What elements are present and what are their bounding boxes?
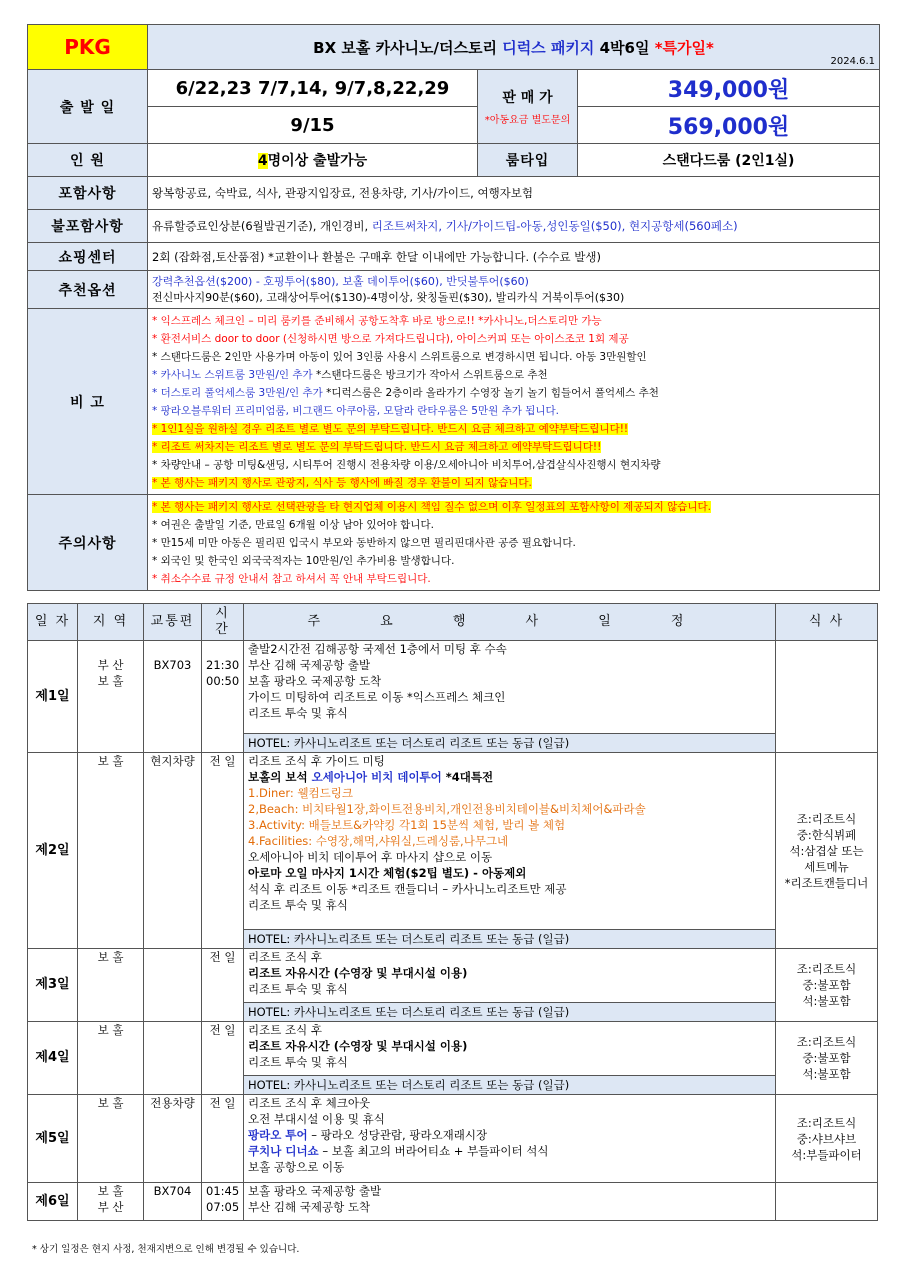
region — [78, 1183, 144, 1221]
schedule-line: 보홀 공항으로 이동 — [248, 1160, 345, 1174]
meal-item: 세트메뉴 — [804, 859, 849, 874]
schedule-line: 리조트 조식 후 체크아웃 — [248, 1096, 371, 1110]
package-summary-table — [27, 24, 880, 591]
schedule-line — [248, 965, 771, 981]
transport: 전용차량 — [144, 1095, 202, 1183]
remark-item: * 팡라오블루워터 프리미엄룸, 비그랜드 아쿠아룸, 모달라 란타우룸은 5만원 추가 됩니다. — [152, 404, 559, 417]
region: 보 홀 — [78, 753, 144, 949]
day-row — [28, 1183, 878, 1221]
transport — [144, 949, 202, 1022]
remark-item: *스탠다드룸은 방크기가 작아서 스위트룸으로 추천 — [312, 368, 548, 381]
region: 보 홀 — [78, 1095, 144, 1183]
schedule — [244, 1022, 776, 1076]
options-line-1: 강력추천옵션($200) - 호핑투어($80), 보홀 데이투어($60), 반딧불투어($60) — [152, 274, 529, 288]
caution-item: * 취소수수료 규정 안내서 참고 하셔서 꼭 안내 부탁드립니다. — [152, 572, 431, 585]
time: 전 일 — [202, 1095, 244, 1183]
price-2: 569,000원 — [578, 107, 880, 144]
schedule-text: 아로마 오일 마사지 1시간 체험($2팁 별도) - 아동제외 — [248, 866, 527, 880]
region-item: 부 산 — [97, 1200, 124, 1214]
title-special: *특가일* — [654, 38, 714, 57]
meal — [776, 1095, 878, 1183]
remark-item: * 1인1실을 원하실 경우 리조트 별로 별도 문의 부탁드립니다. 반드시 요금 체크하고 예약부탁드립니다!! — [152, 422, 629, 435]
time: 전 일 — [202, 1022, 244, 1095]
schedule-line: 석식 후 리조트 이동 *리조트 캔들디너 – 카사니노리조트만 제공 — [248, 882, 567, 896]
remark-item: * 익스프레스 체크인 – 미리 룸키를 준비해서 공항도착후 바로 방으로!! *카사니노,더스토리만 가능 — [152, 314, 602, 327]
meal-item: *리조트캔들디너 — [784, 875, 869, 890]
shopping-text: 2회 (잡화점,토산품점) *교환이나 환불은 구매후 한달 이내에만 가능합니다. (수수료 발생) — [148, 243, 880, 271]
day-label: 제2일 — [28, 753, 78, 949]
schedule-text: 리조트 자유시간 (수영장 및 부대시설 이용) — [248, 966, 468, 980]
schedule — [244, 1183, 776, 1221]
meal — [776, 1183, 878, 1221]
day-label: 제4일 — [28, 1022, 78, 1095]
schedule-line: 리조트 투숙 및 휴식 — [248, 706, 348, 720]
options-text — [148, 271, 880, 309]
schedule-line: 리조트 조식 후 — [248, 950, 322, 964]
schedule-text: – 팡라오 성당관람, 팡라오재래시장 — [307, 1128, 488, 1142]
schedule-line: 리조트 투숙 및 휴식 — [248, 982, 348, 996]
exclude-text-b: 리조트써차지, 기사/가이드팁-아동,성인동일($50), 현지공항세(560페소) — [371, 219, 738, 233]
region: 보 홀 — [78, 1022, 144, 1095]
region — [78, 641, 144, 753]
schedule-line: 보홀 팡라오 국제공항 출발 — [248, 1184, 382, 1198]
options-label: 추천옵션 — [28, 271, 148, 309]
region-item: 부 산 — [97, 658, 124, 672]
region-item: 보 홀 — [97, 674, 124, 688]
hotel: HOTEL: 카사니노리조트 또는 더스토리 리조트 또는 동급 (일급) — [244, 930, 776, 949]
room-type: 스탠다드룸 (2인1실) — [578, 144, 880, 177]
sale-label — [478, 70, 578, 144]
remark-item: * 차량안내 – 공항 미팅&샌딩, 시티투어 진행시 전용차량 이용/오세아니아 비치투어,삼겹살식사진행시 현지차량 — [152, 458, 661, 471]
transport — [144, 1022, 202, 1095]
time-item: 00:50 — [206, 674, 240, 688]
meal-item: 조:리조트식 — [796, 1035, 857, 1049]
meal-item: 중:한식뷔페 — [796, 827, 857, 842]
title-destination: BX 보홀 카사니노/더스토리 — [313, 38, 503, 57]
schedule — [244, 753, 776, 930]
title-duration: 4박6일 — [594, 38, 655, 57]
schedule-line — [248, 769, 771, 785]
col-region: 지 역 — [78, 604, 144, 641]
departure-dates-1: 6/22,23 7/7,14, 9/7,8,22,29 — [148, 70, 478, 107]
exclude-text — [148, 210, 880, 243]
meal — [776, 949, 878, 1022]
schedule-line: 리조트 투숙 및 휴식 — [248, 898, 348, 912]
include-text: 왕복항공료, 숙박료, 식사, 관광지입장료, 전용차량, 기사/가이드, 여행자보험 — [148, 177, 880, 210]
schedule-line: 부산 김해 국제공항 출발 — [248, 658, 371, 672]
schedule-line: 2,Beach: 비치타월1장,화이트전용비치,개인전용비치테이블&비치체어&파라솔 — [248, 802, 646, 816]
schedule-text: 리조트 자유시간 (수영장 및 부대시설 이용) — [248, 1039, 468, 1053]
package-title — [148, 25, 880, 70]
caution-label: 주의사항 — [28, 495, 148, 591]
schedule-line: 1.Diner: 웰컴드링크 — [248, 786, 353, 800]
hotel: HOTEL: 카사니노리조트 또는 더스토리 리조트 또는 동급 (일급) — [244, 1003, 776, 1022]
meal-item: 조:리조트식 — [796, 1115, 857, 1130]
meal — [776, 753, 878, 949]
schedule-line: 3.Activity: 배들보트&카약킹 각1회 15분씩 체험, 발리 볼 체험 — [248, 818, 566, 832]
exclude-text-a: 유류할증료인상분(6월발권기준), 개인경비, — [152, 219, 372, 233]
min-people — [148, 144, 478, 177]
col-schedule: 주 요 행 사 일 정 — [244, 604, 776, 641]
remark-item: *디럭스룸은 2층이라 올라가기 수영장 놀기 놀기 힘들어서 풀억세스 추천 — [322, 386, 659, 399]
meal-item: 조:리조트식 — [796, 962, 857, 976]
schedule-line — [248, 1038, 771, 1054]
day-row — [28, 753, 878, 930]
schedule-line: 가이드 미팅하여 리조트로 이동 *익스프레스 체크인 — [248, 690, 506, 704]
col-transport: 교통편 — [144, 604, 202, 641]
schedule — [244, 641, 776, 734]
day-row — [28, 641, 878, 734]
caution-item: * 여권은 출발일 기준, 만료일 6개월 이상 남아 있어야 합니다. — [152, 518, 434, 531]
day-label: 제6일 — [28, 1183, 78, 1221]
schedule-line: 오전 부대시설 이용 및 휴식 — [248, 1112, 385, 1126]
shopping-label: 쇼핑센터 — [28, 243, 148, 271]
caution-item: * 본 행사는 패키지 행사로 선택관광을 타 현지업체 이용시 책임 질수 없으며 이후 일정표의 포함사항이 제공되지 않습니다. — [152, 500, 711, 513]
schedule-line — [248, 1143, 771, 1159]
schedule — [244, 949, 776, 1003]
schedule-line: 리조트 조식 후 가이드 미팅 — [248, 754, 385, 768]
schedule-text: *4대특전 — [441, 770, 494, 784]
time-item: 07:05 — [206, 1200, 240, 1214]
itinerary-header-row — [28, 604, 878, 641]
meal-item: 중:불포함 — [802, 1051, 851, 1065]
caution-item: * 만15세 미만 아동은 필리핀 입국시 부모와 동반하지 않으면 필리핀대사관 공증 필요합니다. — [152, 536, 576, 549]
sale-label-text: 판 매 가 — [502, 90, 553, 106]
room-type-label: 룸타입 — [478, 144, 578, 177]
remark-item: * 환전서비스 door to door (신청하시면 방으로 가져다드립니다), 아이스커피 또는 아이스조코 1회 제공 — [152, 332, 629, 345]
day-row — [28, 949, 878, 1003]
options-line-2: 전신마사지90분($60), 고래상어투어($130)-4명이상, 왓칭돌핀($30), 발리카식 거북이투어($30) — [152, 290, 625, 304]
time — [202, 641, 244, 753]
day-row — [28, 1022, 878, 1076]
remarks-list — [148, 309, 880, 495]
caution-item: * 외국인 및 한국인 외국국적자는 10만원/인 추가비용 발생합니다. — [152, 554, 455, 567]
time: 전 일 — [202, 753, 244, 949]
schedule-line: 출발2시간전 김해공항 국제선 1층에서 미팅 후 수속 — [248, 642, 507, 656]
schedule-text: – 보홀 최고의 버라어티쇼 + 부들파이터 석식 — [318, 1144, 549, 1158]
time-item: 01:45 — [206, 1184, 240, 1198]
issue-date: 2024.6.1 — [830, 56, 876, 67]
min-people-number: 4 — [257, 153, 268, 169]
remark-item: * 본 행사는 패키지 행사로 관광지, 식사 등 행사에 빠질 경우 환불이 되지 않습니다. — [152, 476, 532, 489]
pkg-badge: PKG — [28, 25, 148, 70]
meal-item: 조:리조트식 — [796, 811, 857, 826]
departure-dates-2: 9/15 — [148, 107, 478, 144]
schedule-text: 팡라오 투어 — [248, 1128, 308, 1142]
meal-item: 중:샤브샤브 — [796, 1131, 857, 1146]
day-label: 제5일 — [28, 1095, 78, 1183]
transport: BX703 — [144, 641, 202, 753]
meal — [776, 1022, 878, 1095]
schedule-line: 리조트 투숙 및 휴식 — [248, 1055, 348, 1069]
region-item: 보 홀 — [97, 1184, 124, 1198]
itinerary-table — [27, 603, 878, 1221]
schedule-line: 보홀 팡라오 국제공항 도착 — [248, 674, 382, 688]
meal-item: 석:불포함 — [802, 1067, 851, 1081]
meal-item: 석:부들파이터 — [791, 1147, 862, 1162]
col-time: 시 간 — [202, 604, 244, 641]
schedule-line: 부산 김해 국제공항 도착 — [248, 1200, 371, 1214]
footnote: * 상기 일정은 현지 사정, 천재지변으로 인해 변경될 수 있습니다. — [32, 1244, 300, 1255]
departure-label: 출 발 일 — [28, 70, 148, 144]
caution-list — [148, 495, 880, 591]
meal-item: 석:불포함 — [802, 994, 851, 1008]
time: 전 일 — [202, 949, 244, 1022]
day-label: 제3일 — [28, 949, 78, 1022]
remark-item: * 리조트 써차지는 리조트 별로 별도 문의 부탁드립니다. 반드시 요금 체크하고 예약부탁드립니다!! — [152, 440, 602, 453]
schedule-text: 쿠치나 디너쇼 — [248, 1144, 319, 1158]
remark-item: * 카사니노 스위트룸 3만원/인 추가 — [152, 368, 313, 381]
schedule-line: 4.Facilities: 수영장,해먹,샤워실,드레싱룸,나무그네 — [248, 834, 509, 848]
transport: BX704 — [144, 1183, 202, 1221]
exclude-label: 불포함사항 — [28, 210, 148, 243]
time — [202, 1183, 244, 1221]
schedule-line — [248, 865, 771, 881]
meal — [776, 641, 878, 753]
schedule-line — [248, 1127, 771, 1143]
meal-item: 석:삼겹살 또는 — [789, 843, 864, 858]
day-label: 제1일 — [28, 641, 78, 753]
remark-item: * 더스토리 풀억세스룸 3만원/인 추가 — [152, 386, 323, 399]
child-fare-note: *아동요금 별도문의 — [484, 115, 571, 126]
schedule-text: 보홀의 보석 — [248, 770, 312, 784]
hotel: HOTEL: 카사니노리조트 또는 더스토리 리조트 또는 동급 (일급) — [244, 1076, 776, 1095]
time-item: 21:30 — [206, 658, 240, 672]
schedule-line: 오세아니아 비치 데이투어 후 마사지 샵으로 이동 — [248, 850, 493, 864]
schedule — [244, 1095, 776, 1183]
hotel: HOTEL: 카사니노리조트 또는 더스토리 리조트 또는 동급 (일급) — [244, 734, 776, 753]
include-label: 포함사항 — [28, 177, 148, 210]
col-day: 일 자 — [28, 604, 78, 641]
schedule-line: 리조트 조식 후 — [248, 1023, 322, 1037]
region: 보 홀 — [78, 949, 144, 1022]
price-1: 349,000원 — [578, 70, 880, 107]
remark-item: * 스탠다드룸은 2인만 사용가며 아동이 있어 3인룸 사용시 스위트룸으로 변경하시면 됩니다. 아동 3만원할인 — [152, 350, 647, 363]
schedule-text: 오세아니아 비치 데이투어 — [311, 770, 442, 784]
remarks-label: 비 고 — [28, 309, 148, 495]
people-label: 인 원 — [28, 144, 148, 177]
day-row — [28, 1095, 878, 1183]
col-meal: 식 사 — [776, 604, 878, 641]
meal-item: 중:불포함 — [802, 978, 851, 992]
transport: 현지차량 — [144, 753, 202, 949]
min-people-text: 명이상 출발가능 — [267, 153, 368, 169]
title-grade: 디럭스 패키지 — [502, 38, 595, 57]
